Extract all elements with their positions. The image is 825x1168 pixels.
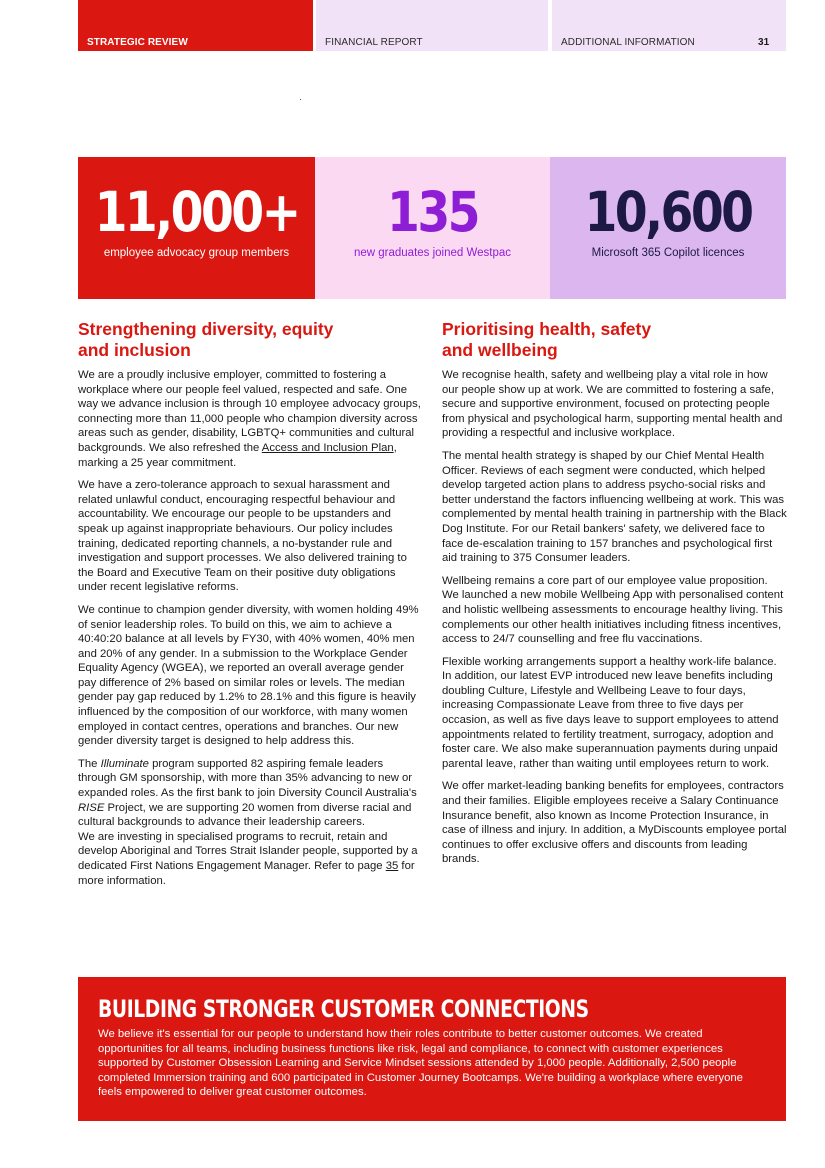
- nav-tab-label: STRATEGIC REVIEW: [87, 37, 188, 48]
- heading-line: Strengthening diversity, equity: [78, 319, 334, 339]
- paragraph: [78, 830, 423, 888]
- text-run: We are investing in specialised programs to recruit, retain and develop Aboriginal and Torres Strait Islander people, supported by a dedicated First Nations Engagement Manager. Refer to page: [78, 830, 418, 872]
- project-name: RISE: [78, 801, 105, 814]
- customer-connections-banner: [78, 977, 786, 1121]
- stat-label: new graduates joined Westpac: [353, 247, 512, 259]
- paragraph: Wellbeing remains a core part of our employee value proposition. We launched a new mobile Wellbeing App with personalised content and holistic wellbeing assessments to encourage healthy living. This complements our other health initiatives including fitness incentives, access to 24/7 counselling and free flu vaccinations.: [442, 574, 784, 646]
- text-run: program supported 82 aspiring female leaders through GM sponsorship, with more than 35% advancing to new or expanded roles. As the first bank to join Diversity Council Australia's: [78, 757, 417, 800]
- heading-line: Prioritising health, safety: [442, 319, 652, 339]
- text-run: Project, we are supporting 20 women from diverse racial and cultural backgrounds to advance their leadership careers.: [78, 801, 412, 829]
- paragraph: Flexible working arrangements support a healthy work-life balance. In addition, our latest EVP introduced new leave benefits including doubling Culture, Lifestyle and Wellbeing Leave to four days, increasing Compassionate Leave from three to five days per occasion, as well as five days leave to support employees to attend appointments related to fertility treatment, surrogacy, adoption and foster care. We also make superannuation payments during unpaid parental leave, rather than waiting until employees return to work.: [442, 655, 779, 770]
- program-name: Illuminate: [100, 757, 149, 770]
- column-health-safety: [442, 319, 787, 875]
- nav-tab-additional-information[interactable]: [552, 0, 786, 51]
- paragraph: [78, 757, 423, 830]
- paragraph: [78, 368, 423, 470]
- text-run: , marking a 25 year commitment.: [78, 441, 397, 469]
- paragraph: We offer market-leading banking benefits for employees, contractors and their families. Eligible employees receive a Salary Continuance Insurance benefit, also known as Income Protection Insurance, in case of illness and injury. In addition, a MyDiscounts employee portal continues to offer exclusive offers and discounts from leading brands.: [442, 780, 787, 866]
- text-run: The: [78, 757, 101, 770]
- stat-card-copilot: [550, 157, 786, 299]
- nav-tab-label: ADDITIONAL INFORMATION: [561, 37, 695, 48]
- stat-value: 135: [387, 180, 478, 244]
- stat-value: 10,600: [584, 180, 752, 244]
- section-heading-diversity: [78, 319, 423, 361]
- stray-dot: [300, 99, 301, 100]
- column-diversity: [78, 319, 423, 896]
- paragraph: The mental health strategy is shaped by our Chief Mental Health Officer. Reviews of each segment were conducted, which helped develop targeted action plans to address psycho-social risks and better understand the factors influencing wellbeing at work. This was complemented by mental health training in partnership with the Black Dog Institute. For our Retail bankers' safety, we delivered face to face de-escalation training to 157 branches and psychological first aid training to 375 Consumer leaders.: [442, 449, 787, 565]
- nav-tab-financial-report[interactable]: [316, 0, 548, 51]
- nav-tab-label: FINANCIAL REPORT: [325, 37, 423, 48]
- nav-tab-strategic-review[interactable]: [78, 0, 313, 51]
- heading-line: and wellbeing: [442, 340, 558, 360]
- banner-title: BUILDING STRONGER CUSTOMER CONNECTIONS: [98, 995, 589, 1023]
- heading-line: and inclusion: [78, 340, 191, 360]
- page-35-link[interactable]: 35: [385, 860, 399, 872]
- text-run: for more information.: [78, 860, 415, 887]
- access-inclusion-plan-link[interactable]: Access and Inclusion Plan: [261, 441, 394, 454]
- paragraph: We continue to champion gender diversity, with women holding 49% of senior leadership roles. To build on this, we aim to achieve a 40:40:20 balance at all levels by FY30, with 40% women, 40% men and 20% of any gender. In a submission to the Workplace Gender Equality Agency (WGEA), we reported an overall average gender pay difference of 2% based on similar roles or levels. The median gender pay gap reduced by 1.2% to 28.1% and this figure is heavily influenced by the composition of our workforce, with many women employed in contact centres, operations and branches. Our new gender diversity target is designed to help address this.: [78, 603, 419, 748]
- stat-card-graduates: [315, 157, 550, 299]
- stat-label: Microsoft 365 Copilot licences: [591, 247, 745, 259]
- stat-label: employee advocacy group members: [103, 247, 290, 259]
- paragraph: We have a zero-tolerance approach to sexual harassment and related unlawful conduct, encouraging respectful behaviour and accountability. We encourage our people to be upstanders and speak up against inappropriate behaviours. Our policy includes training, dedicated reporting channels, a no-bystander rule and investigation and support processes. We also delivered training to the Board and Executive Team on their positive duty obligations under recent legislative reforms.: [78, 479, 407, 594]
- stat-value: 11,000+: [94, 180, 299, 244]
- stat-card-advocacy: [78, 157, 315, 299]
- section-heading-health: [442, 319, 787, 361]
- text-run: We are a proudly inclusive employer, committed to fostering a workplace where our people feel valued, respected and safe. One way we advance inclusion is through 10 employee advocacy groups, connecting more than 11,000 people who champion diversity across areas such as gender, disability, LGBTQ+ communities and cultural backgrounds. We also refreshed the: [78, 369, 421, 454]
- banner-body: We believe it's essential for our people to understand how their roles contribute to better customer outcomes. We created opportunities for all teams, including business functions like risk, legal and compliance, to connect with customer experiences supported by Customer Obsession Learning and Service Mindset sessions attended by 1,000 people. Additionally, 2,500 people completed Immersion training and 600 participated in Customer Journey Bootcamps. We're building a workplace where everyone feels empowered to deliver great customer outcomes.: [98, 1028, 743, 1099]
- paragraph: We recognise health, safety and wellbeing play a vital role in how our people show up at work. We are committed to fostering a safe, secure and supportive environment, focused on protecting people from physical and psychological harm, supporting mental health and providing a respectful and inclusive workplace.: [442, 369, 783, 440]
- page-number: 31: [758, 37, 770, 48]
